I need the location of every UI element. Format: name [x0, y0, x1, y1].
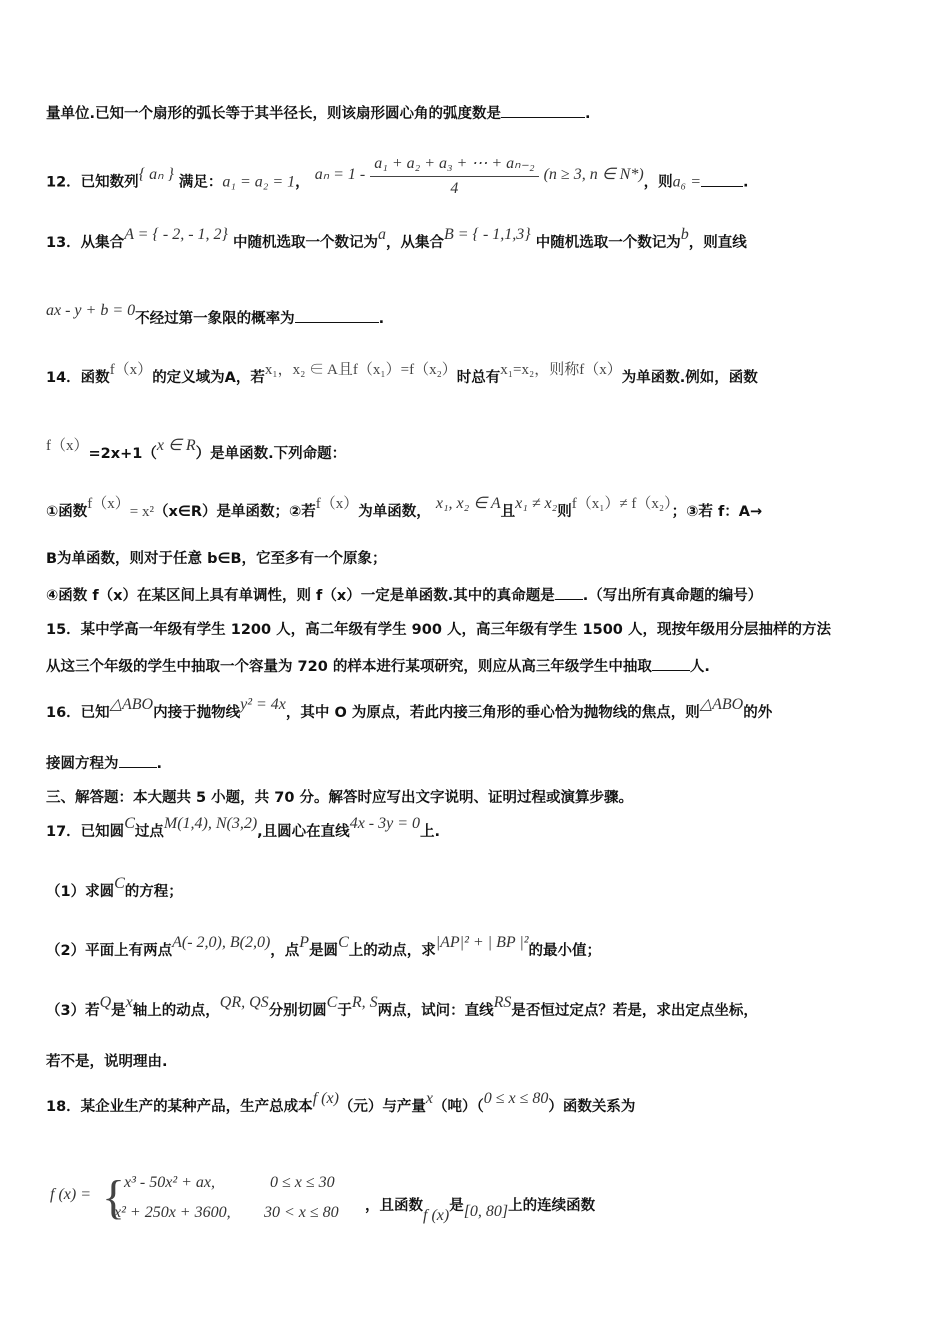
answer-blank: [555, 585, 583, 600]
question-18: 18．某企业生产的某种产品，生产总成本f (x)（元）与产量x（吨）（0 ≤ x ≤ 80）函数关系为: [46, 1090, 636, 1115]
question-17-part1: （1）求圆C的方程；: [46, 875, 183, 900]
fraction: $\frac{\text{a₁ + a₂ + a₃ + ⋯ + aₙ₋₂}}{4}$: [370, 154, 538, 199]
question-17-part3: （3）若Q是x轴上的动点，QR, QS分别切圆C于R, S两点，试问：直线RS是否恒过定点？若是，求出定点坐标，: [46, 994, 758, 1019]
question-14-example: f（x）=2x+1（x ∈ R）是单函数.下列命题：: [46, 437, 347, 462]
question-16: 16．已知△ABO内接于抛物线y² = 4x，其中 O 为原点，若此内接三角形的垂心恰为抛物线的焦点，则△ABO的外: [46, 696, 773, 721]
question-15-cont: 从这三个年级的学生中抽取一个容量为 720 的样本进行某项研究，则应从高三年级学生中抽取 人.: [46, 656, 710, 677]
answer-blank: [501, 103, 585, 118]
question-13: 13．从集合A = { - 2, - 1, 2} 中随机选取一个数记为a，从集合B = { - 1,1,3} 中随机选取一个数记为b，则直线: [46, 226, 747, 251]
question-17-part2: （2）平面上有两点A(- 2,0), B(2,0)，点P是圆C上的动点，求|AP|² + | BP |²的最小值；: [46, 934, 602, 959]
question-17: 17．已知圆C过点M(1,4), N(3,2),且圆心在直线4x - 3y = 0上.: [46, 815, 441, 840]
answer-blank: [119, 753, 157, 768]
piecewise-function: f (x) = { x³ - 50x² + ax, 0 ≤ x ≤ 30 x² + 250x + 3600, 30 < x ≤ 80: [50, 1171, 339, 1224]
question-14-p3: ④函数 f（x）在某区间上具有单调性，则 f（x）一定是单函数.其中的真命题是 .（写出所有真命题的编号）: [46, 585, 762, 606]
answer-blank: [701, 172, 743, 187]
question-14-props: ①函数f（x）= x²（x∈R）是单函数；②若f（x）为单函数， x₁, x₂ ∈ A且x₁ ≠ x₂则f（x₁）≠ f（x₂）；③若 f：A→: [46, 495, 763, 520]
question-17-part3-cont: 若不是，说明理由.: [46, 1054, 168, 1070]
question-12: 12．已知数列{ aₙ } 满足：a₁ = a₂ = 1， aₙ = 1 - $\frac{\text{a₁ + a₂ + a₃ + ⋯ + aₙ₋₂}}{4}$ (n ≥ 3, n ∈ N*)，则a₆ = .: [46, 155, 749, 197]
question-15: 15．某中学高一年级有学生 1200 人，高二年级有学生 900 人，高三年级有学生 1500 人，现按年级用分层抽样的方法: [46, 622, 831, 638]
section-3-heading: 三、解答题：本大题共 5 小题，共 70 分。解答时应写出文字说明、证明过程或演算步骤。: [46, 790, 633, 806]
answer-blank: [652, 656, 690, 671]
question-13-cont: ax - y + b = 0不经过第一象限的概率为 .: [46, 302, 385, 327]
question-18-tail: ，且函数f (x)是[0, 80]上的连续函数: [365, 1198, 596, 1224]
question-14-p2: B为单函数，则对于任意 b∈B，它至多有一个原象；: [46, 551, 387, 567]
q11-tail: 量单位.已知一个扇形的弧长等于其半径长，则该扇形圆心角的弧度数是 .: [46, 103, 591, 124]
answer-blank: [295, 308, 379, 323]
brace-symbol: {: [102, 1171, 126, 1224]
question-16-cont: 接圆方程为 .: [46, 753, 162, 774]
question-14: 14．函数f（x）的定义域为A，若x₁，x₂ ∈ A且f（x₁）=f（x₂）时总有x₁=x₂，则称f（x）为单函数.例如，函数: [46, 362, 758, 386]
